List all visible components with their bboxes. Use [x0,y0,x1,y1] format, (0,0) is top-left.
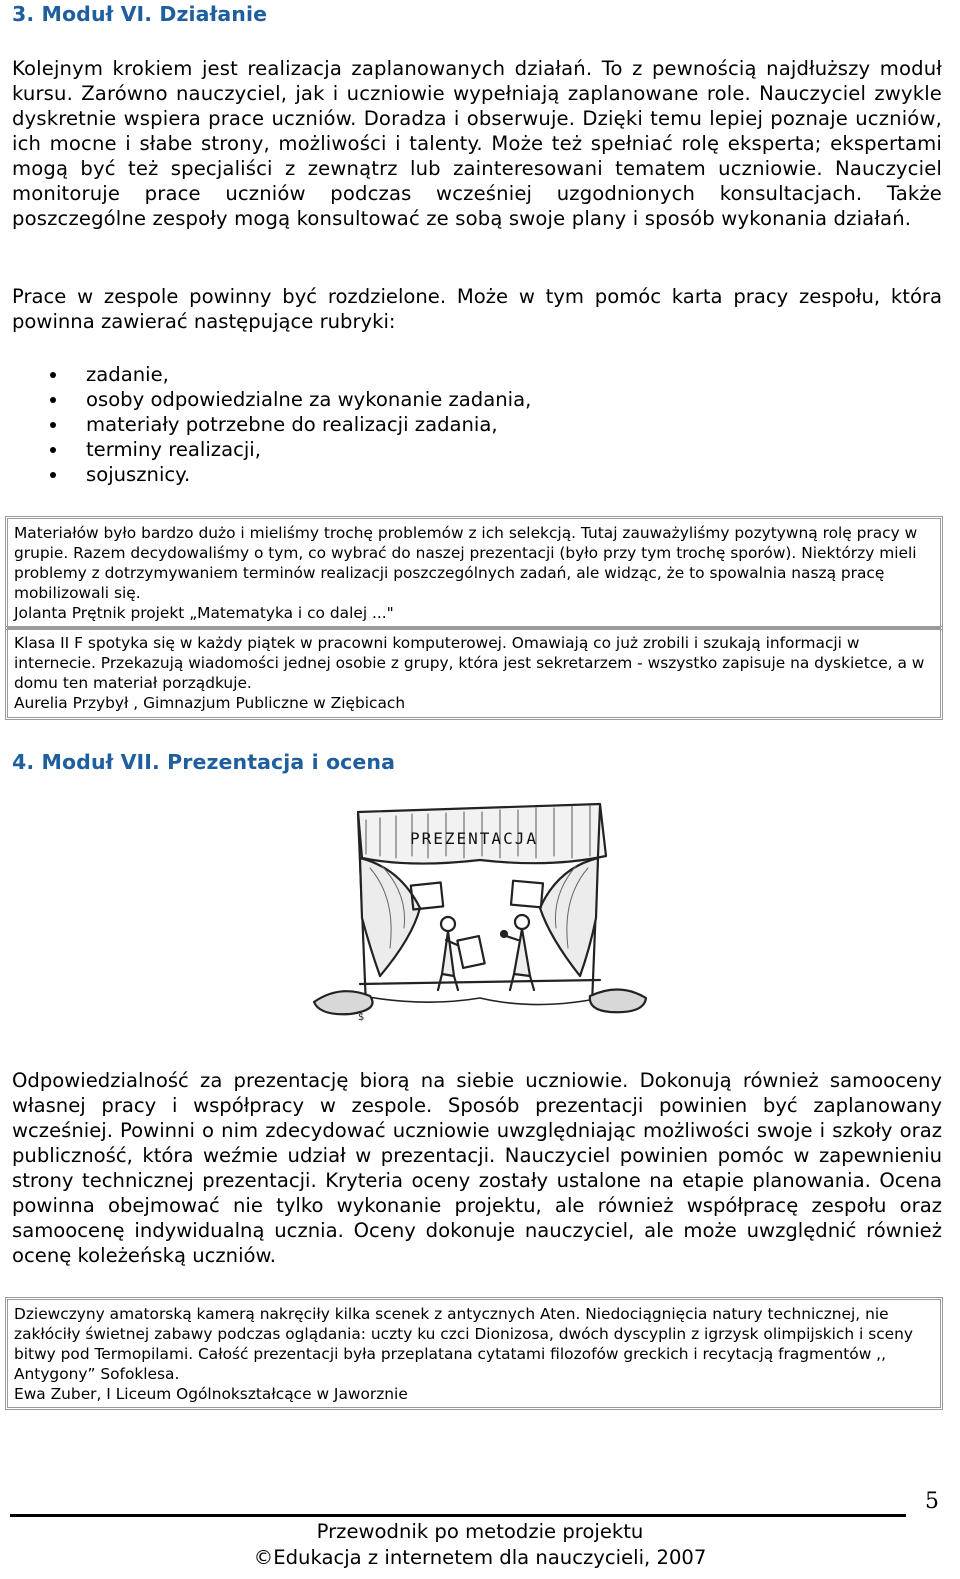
quote-text: Materiałów było bardzo dużo i mieliśmy trochę problemów z ich selekcją. Tutaj zauważyliśmy pozytywną rolę pracy w grupie. Razem decydowaliśmy o tym, co wybrać do naszej prezentacji (było przy tym trochę sporów). Niektórzy mieli problemy z dotrzymywaniem terminów realizacji poszczególnych zadań, ale widząc, że to spowalnia naszą pracę mobilizowali się. [14,524,918,602]
section-heading-module-6: 3. Moduł VI. Działanie [12,2,268,26]
page-number: 5 [925,1489,939,1514]
module-6-paragraph-2: Prace w zespole powinny być rozdzielone. Może w tym pomóc karta pracy zespołu, która powinna zawierać następujące rubryki: [12,285,942,333]
module-7-paragraph-1: Odpowiedzialność za prezentację biorą na siebie uczniowie. Dokonują również samooceny własnej pracy i współpracy w zespole. Sposób prezentacji powinien być zaplanowany wcześniej. Powinni o nim zdecydować uczniowie uwzględniając możliwości swoje i szkoły oraz publiczność, która weźmie udział w prezentacji. Nauczyciel powinien pomóc w zapewnieniu strony technicznej prezentacji. Kryteria oceny zostały ustalone na etapie planowania. Ocena powinna obejmować nie tylko wykonanie projektu, ale również współpracę zespołu oraz samoocenę indywidualną ucznia. Oceny dokonuje nauczyciel, ale może uwzględnić również ocenę koleżeńską uczniów. [12,1069,942,1267]
quote-signature: Ewa Zuber, I Liceum Ogólnokształcące w Jaworznie [14,1385,408,1403]
list-item: sojusznicy. [12,462,531,487]
work-card-rubrics-list [12,362,531,487]
teacher-quote-box-2 [5,626,943,720]
footer-divider [10,1514,906,1517]
presentation-stage-illustration [300,798,652,1026]
quote-signature: Aurelia Przybył , Gimnazjum Publiczne w Ziębicach [14,694,406,712]
quote-text: Klasa II F spotyka się w każdy piątek w pracowni komputerowej. Omawiają co już zrobili i szukają informacji w internecie. Przekazują wiadomości jednej osobie z grupy, która jest sekretarzem - wszystko zapisuje na dyskietce, a w domu ten materiał porządkuje. [14,634,925,692]
section-heading-module-7: 4. Moduł VII. Prezentacja i ocena [12,750,396,774]
teacher-quote-box-1 [5,516,943,630]
list-item: zadanie, [12,362,531,387]
list-item: materiały potrzebne do realizacji zadania, [12,412,531,437]
illustration-caption: PREZENTACJA [410,829,538,848]
footer-copyright: ©Edukacja z internetem dla nauczycieli, 2007 [253,1546,707,1569]
module-6-paragraph-1: Kolejnym krokiem jest realizacja zaplanowanych działań. To z pewnością najdłuższy moduł kursu. Zarówno nauczyciel, jak i uczniowie wypełniają zaplanowane role. Nauczyciel zwykle dyskretnie wspiera prace uczniów. Doradza i obserwuje. Dzięki temu lepiej poznaje uczniów, ich mocne i słabe strony, możliwości i talenty. Może też spełniać rolę eksperta; ekspertami mogą być też specjaliści z zewnątrz lub zainteresowani tematem uczniowie. Nauczyciel monitoruje prace uczniów podczas wcześniej uzgodnionych konsultacjach. Także poszczególne zespoły mogą konsultować ze sobą swoje plany i sposób wykonania działań. [12,57,942,230]
footer-title: Przewodnik po metodzie projektu [316,1520,644,1543]
teacher-quote-box-3 [5,1297,943,1410]
svg-text:$: $ [358,1012,365,1023]
quote-signature: Jolanta Prętnik projekt „Matematyka i co dalej ..." [14,604,394,622]
list-item: osoby odpowiedzialne za wykonanie zadania, [12,387,531,412]
quote-text: Dziewczyny amatorską kamerą nakręciły kilka scenek z antycznych Aten. Niedociągnięcia natury technicznej, nie zakłóciły świetnej zabawy podczas oglądania: uczty ku czci Dionizosa, dwóch dyscyplin z igrzysk olimpijskich i sceny bitwy pod Termopilami. Całość prezentacji była przeplatana cytatami filozofów greckich i recytacją fragmentów ,, Antygony” Sofoklesa. [14,1305,914,1383]
list-item: terminy realizacji, [12,437,531,462]
